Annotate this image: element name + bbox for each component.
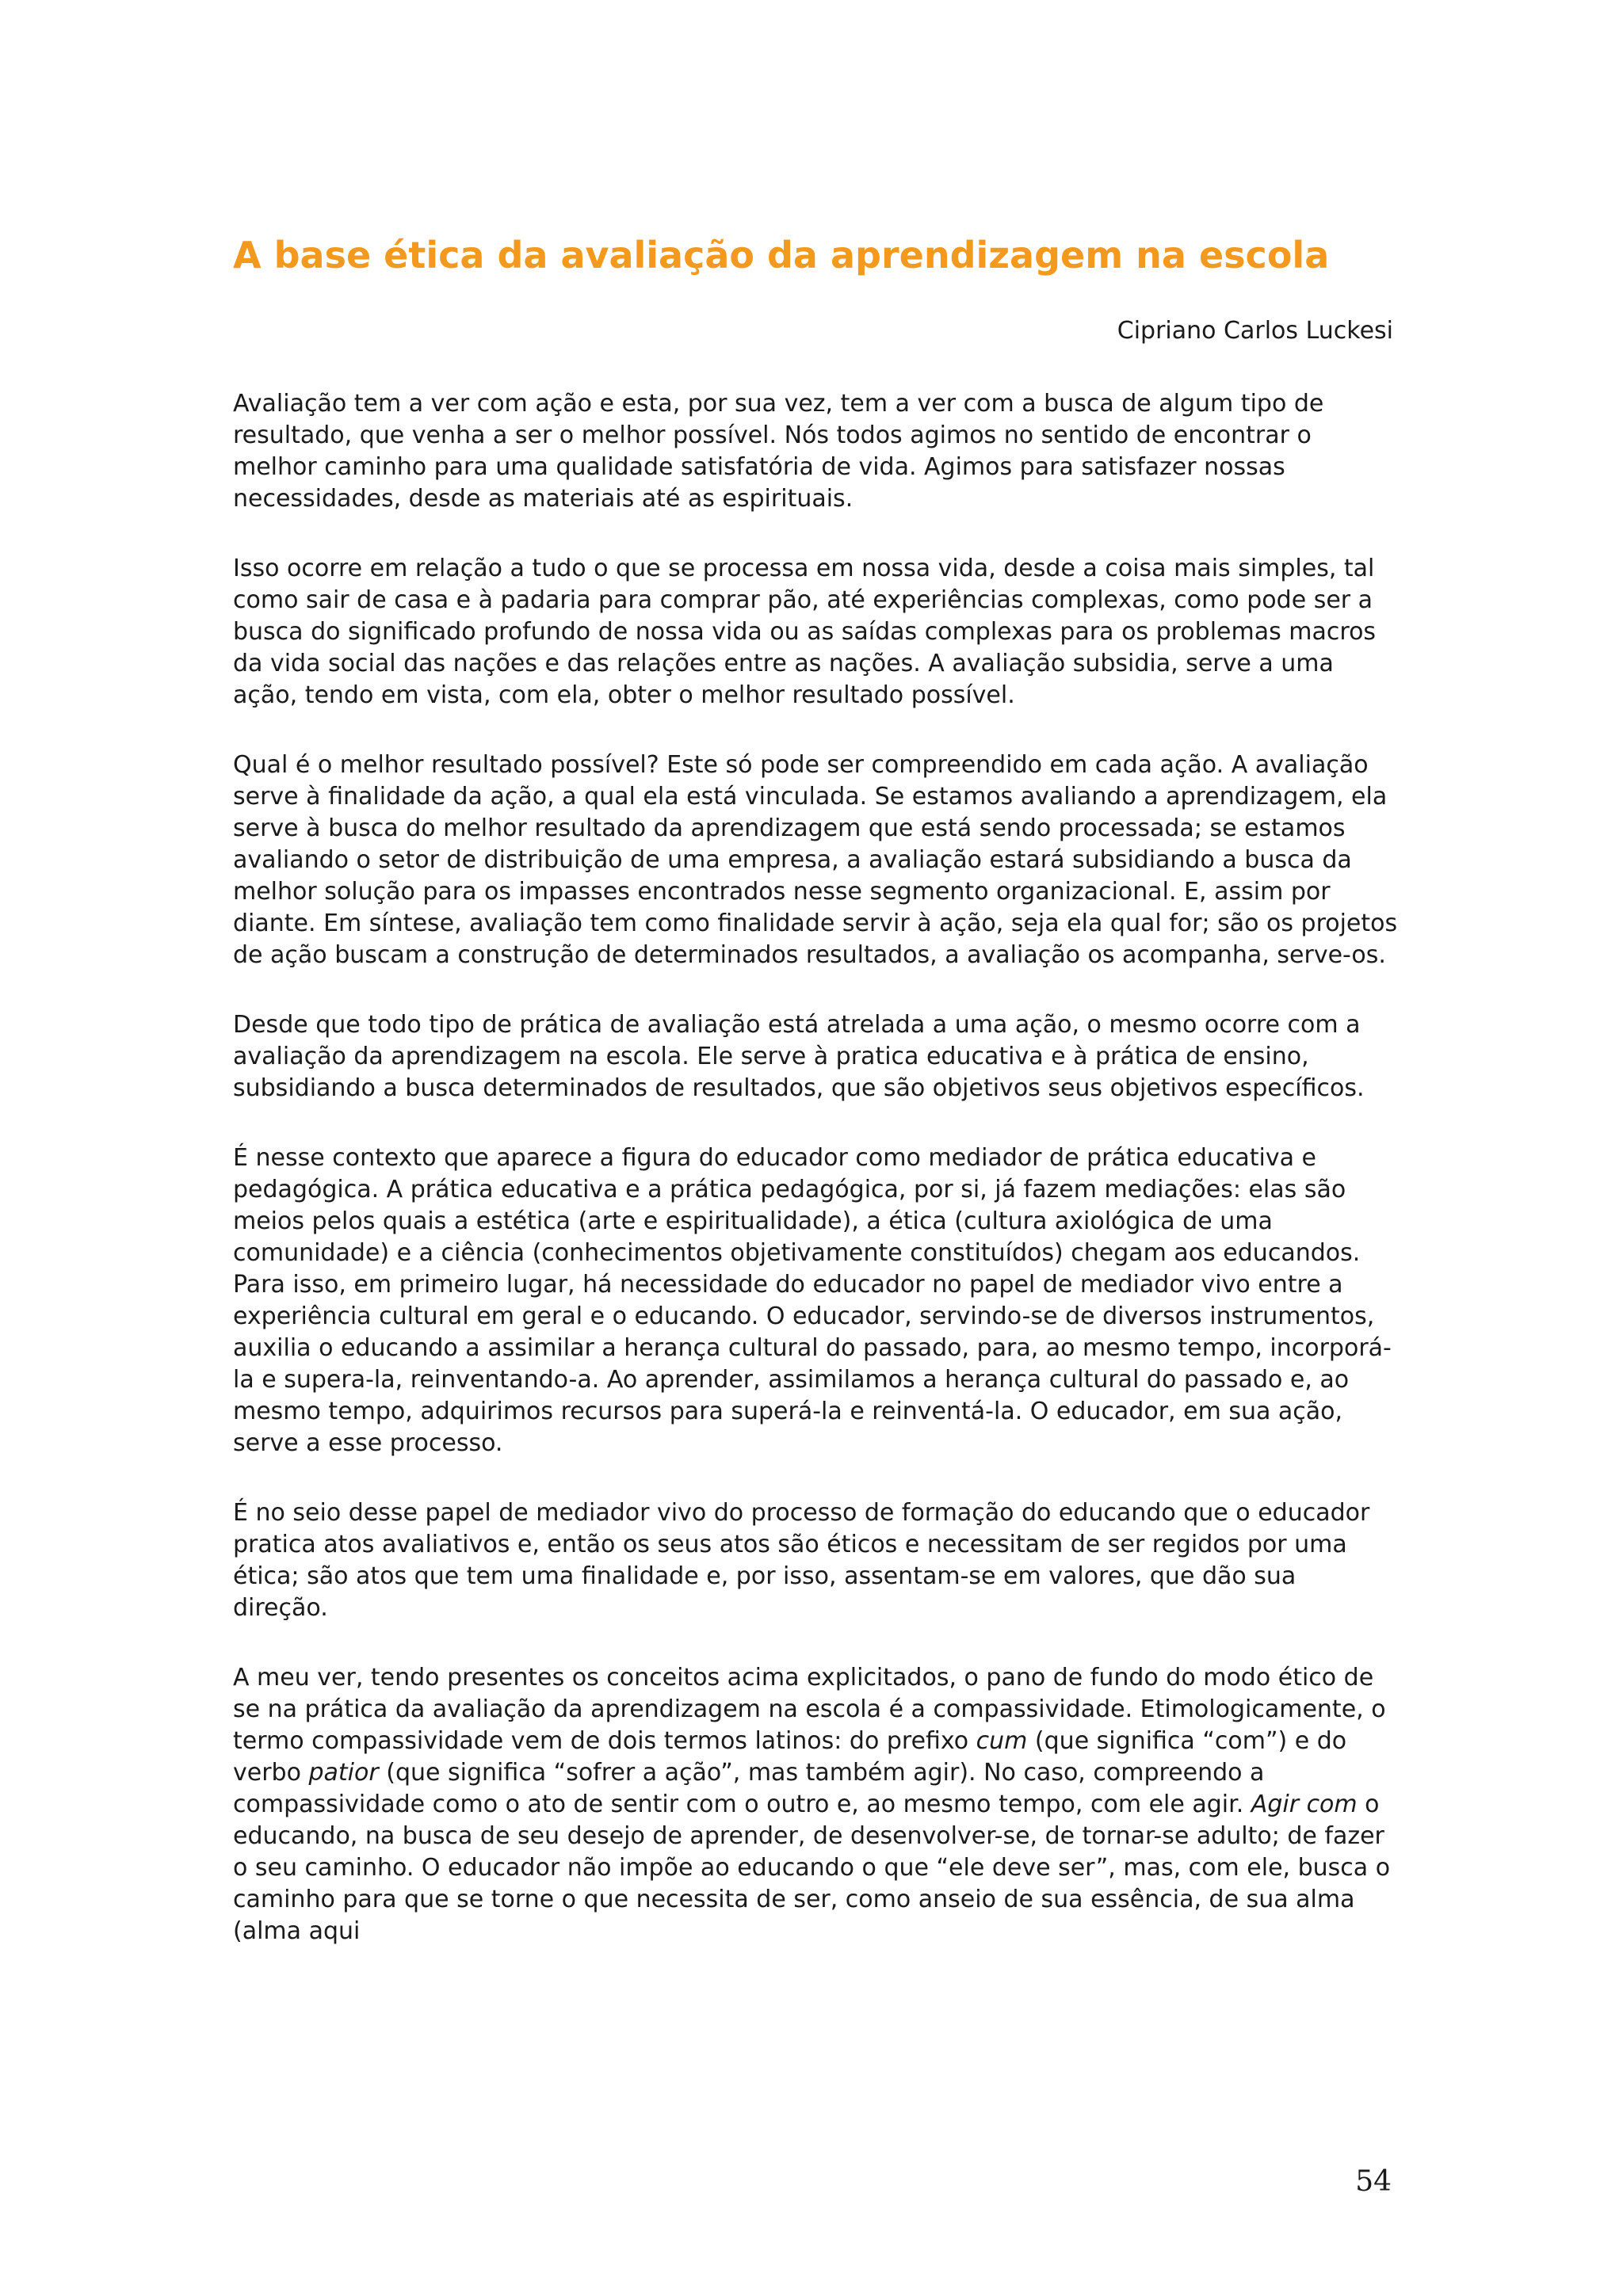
paragraph-1: Avaliação tem a ver com ação e esta, por sua vez, tem a ver com a busca de algum tipo de resultado, que venha a ser o melhor possível. Nós todos agimos no sentido de encontrar o melhor caminho para uma qualidade satisfatória de vida. Agimos para satisfazer nossas necessidades, desde as materiais até as espirituais. <box>233 390 1324 513</box>
page-number: 54 <box>1355 2165 1392 2198</box>
paragraph-4: Desde que todo tipo de prática de avaliação está atrelada a uma ação, o mesmo ocorre com a avaliação da aprendizagem na escola. Ele serve à pratica educativa e à prática de ensino, subsidiando a busca determinados de resultados, que são objetivos seus objetivos específicos. <box>233 1011 1365 1102</box>
document-title: A base ética da avaliação da aprendizagem na escola <box>233 234 1330 277</box>
paragraph-7-text-1: A meu ver, tendo presentes os conceitos acima explicitados, o pano de fundo do modo ético de se na prática da avaliação da aprendizagem na escola é a compassividade. Etimologicamente, o termo compassividade vem de dois termos latinos: do prefixo <box>233 1664 1386 1755</box>
paragraph-7-italic-agir-com: Agir com <box>1251 1791 1358 1818</box>
paragraph-7 <box>233 1662 1398 1947</box>
paragraph-7-text-3: (que significa “sofrer a ação”, mas também agir). No caso, compreendo a compassividade como o ato de sentir com o outro e, ao mesmo tempo, com ele agir. <box>233 1759 1265 1818</box>
paragraph-2: Isso ocorre em relação a tudo o que se processa em nossa vida, desde a coisa mais simples, tal como sair de casa e à padaria para comprar pão, até experiências complexas, como pode ser a busca do significado profundo de nossa vida ou as saídas complexas para os problemas macros da vida social das nações e das relações entre as nações. A avaliação subsidia, serve a uma ação, tendo em vista, com ela, obter o melhor resultado possível. <box>233 555 1377 709</box>
paragraph-6: É no seio desse papel de mediador vivo do processo de formação do educando que o educador pratica atos avaliativos e, então os seus atos são éticos e necessitam de ser regidos por uma ética; são atos que tem uma finalidade e, por isso, assentam-se em valores, que dão sua direção. <box>233 1499 1370 1622</box>
document-body <box>233 388 1398 1985</box>
paragraph-3: Qual é o melhor resultado possível? Este só pode ser compreendido em cada ação. A avaliação serve à finalidade da ação, a qual ela está vinculada. Se estamos avaliando a aprendizagem, ela serve à busca do melhor resultado da aprendizagem que está sendo processada; se estamos avaliando o setor de distribuição de uma empresa, a avaliação estará subsidiando a busca da melhor solução para os impasses encontrados nesse segmento organizacional. E, assim por diante. Em síntese, avaliação tem como finalidade servir à ação, seja ela qual for; são os projetos de ação buscam a construção de determinados resultados, a avaliação os acompanha, serve-os. <box>233 751 1398 969</box>
paragraph-7-italic-patior: patior <box>308 1759 379 1787</box>
author-name: Cipriano Carlos Luckesi <box>1117 317 1393 345</box>
paragraph-7-italic-cum: cum <box>976 1727 1028 1755</box>
paragraph-7-text-4: o educando, na busca de seu desejo de aprender, de desenvolver-se, de tornar-se adulto; de fazer o seu caminho. O educador não impõe ao educando o que “ele deve ser”, mas, com ele, busca o caminho para que se torne o que necessita de ser, como anseio de sua essência, de sua alma (alma aqui <box>233 1791 1391 1945</box>
paragraph-5: É nesse contexto que aparece a figura do educador como mediador de prática educativa e pedagógica. A prática educativa e a prática pedagógica, por si, já fazem mediações: elas são meios pelos quais a estética (arte e espiritualidade), a ética (cultura axiológica de uma comunidade) e a ciência (conhecimentos objetivamente constituídos) chegam aos educandos. Para isso, em primeiro lugar, há necessidade do educador no papel de mediador vivo entre a experiência cultural em geral e o educando. O educador, servindo-se de diversos instrumentos, auxilia o educando a assimilar a herança cultural do passado, para, ao mesmo tempo, incorporá-la e supera-la, reinventando-a. Ao aprender, assimilamos a herança cultural do passado e, ao mesmo tempo, adquirimos recursos para superá-la e reinventá-la. O educador, em sua ação, serve a esse processo. <box>233 1144 1392 1457</box>
paragraph-7-text-2: (que significa “com”) e do verbo <box>233 1727 1347 1787</box>
